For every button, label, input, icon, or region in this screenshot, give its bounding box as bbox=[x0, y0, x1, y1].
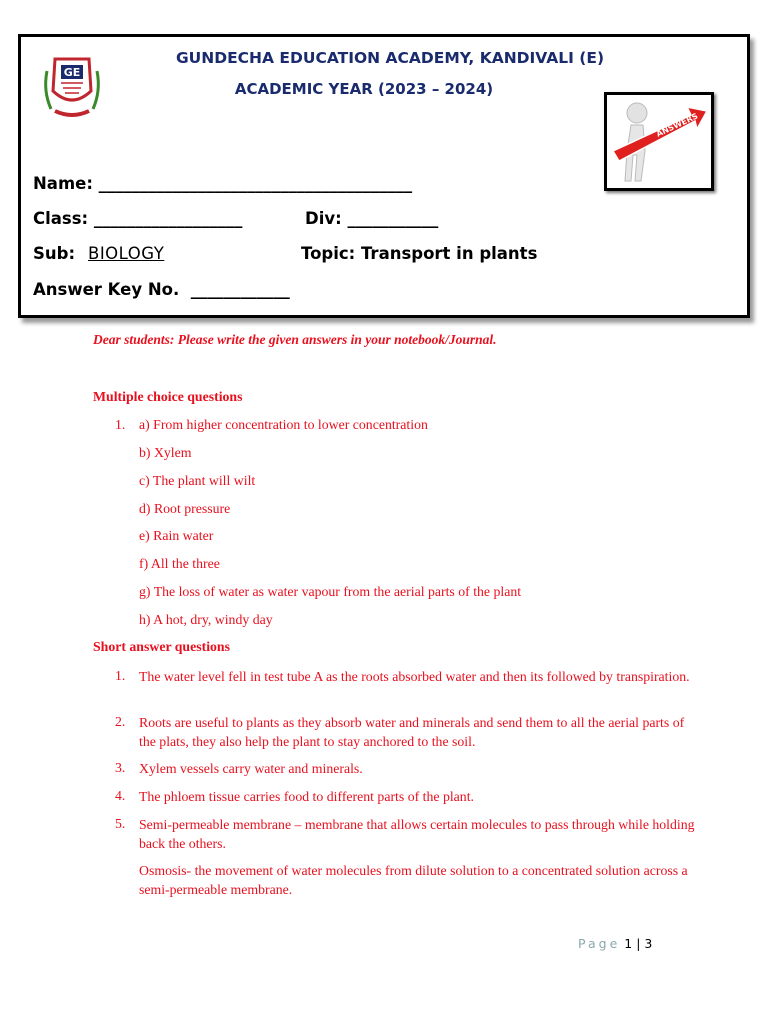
short-answer: The phloem tissue carries food to different parts of the plant. bbox=[139, 789, 474, 804]
total-pages: 3 bbox=[644, 936, 653, 951]
mcq-answer: a) From higher concentration to lower concentration bbox=[139, 417, 428, 432]
div-field: Div: ___________ bbox=[305, 209, 439, 228]
school-name: GUNDECHA EDUCATION ACADEMY, KANDIVALI (E) bbox=[175, 49, 605, 67]
subject-label: Sub: bbox=[33, 244, 76, 263]
short-answer: Semi-permeable membrane – membrane that allows certain molecules to pass through while holding back the others. bbox=[139, 817, 695, 851]
mcq-answer: h) A hot, dry, windy day bbox=[139, 612, 273, 627]
mcq-answer: g) The loss of water as water vapour from the aerial parts of the plant bbox=[139, 584, 522, 599]
answer-key-field: Answer Key No. ____________ bbox=[33, 280, 290, 299]
short-answer-continuation: Osmosis- the movement of water molecules from dilute solution to a concentrated solution across a semi-permeable membrane. bbox=[139, 863, 688, 897]
mcq-heading: Multiple choice questions bbox=[93, 389, 243, 404]
class-field: Class: __________________ bbox=[33, 209, 243, 228]
short-answer-number: 4. bbox=[115, 788, 126, 803]
worksheet-header bbox=[18, 34, 750, 318]
short-answer-number: 1. bbox=[115, 668, 126, 683]
short-answer-number: 2. bbox=[115, 714, 126, 729]
academic-year: ACADEMIC YEAR (2023 – 2024) bbox=[234, 80, 494, 98]
name-field: Name: ______________________________________ bbox=[33, 174, 413, 193]
mcq-answer: c) The plant will wilt bbox=[139, 473, 256, 488]
short-answer: Xylem vessels carry water and minerals. bbox=[139, 761, 363, 776]
mcq-answer: f) All the three bbox=[139, 556, 220, 571]
short-answer-number: 3. bbox=[115, 760, 126, 775]
page-label: Page bbox=[578, 936, 621, 951]
topic-field: Topic: Transport in plants bbox=[301, 244, 538, 263]
instruction-note: Dear students: Please write the given answers in your notebook/Journal. bbox=[93, 332, 497, 347]
mcq-number: 1. bbox=[115, 417, 126, 432]
mcq-answer: d) Root pressure bbox=[139, 501, 231, 516]
short-answer-number: 5. bbox=[115, 816, 126, 831]
short-answer-heading: Short answer questions bbox=[93, 639, 230, 654]
mcq-answer: e) Rain water bbox=[139, 528, 214, 543]
current-page: 1 bbox=[624, 936, 633, 951]
answers-badge-text: ANSWERS bbox=[654, 111, 700, 139]
answers-illustration bbox=[604, 92, 714, 191]
short-answer: Roots are useful to plants as they absorb water and minerals and send them to all the aerial parts of the plats, they also help the plant to stay anchored to the soil. bbox=[139, 715, 685, 749]
page-footer bbox=[578, 936, 652, 951]
subject-value: BIOLOGY bbox=[88, 244, 165, 263]
logo-letters: GE bbox=[63, 66, 81, 79]
page-separator: | bbox=[636, 936, 641, 951]
mcq-answer: b) Xylem bbox=[139, 445, 192, 460]
short-answer: The water level fell in test tube A as the roots absorbed water and then its followed by transpiration. bbox=[139, 669, 690, 684]
